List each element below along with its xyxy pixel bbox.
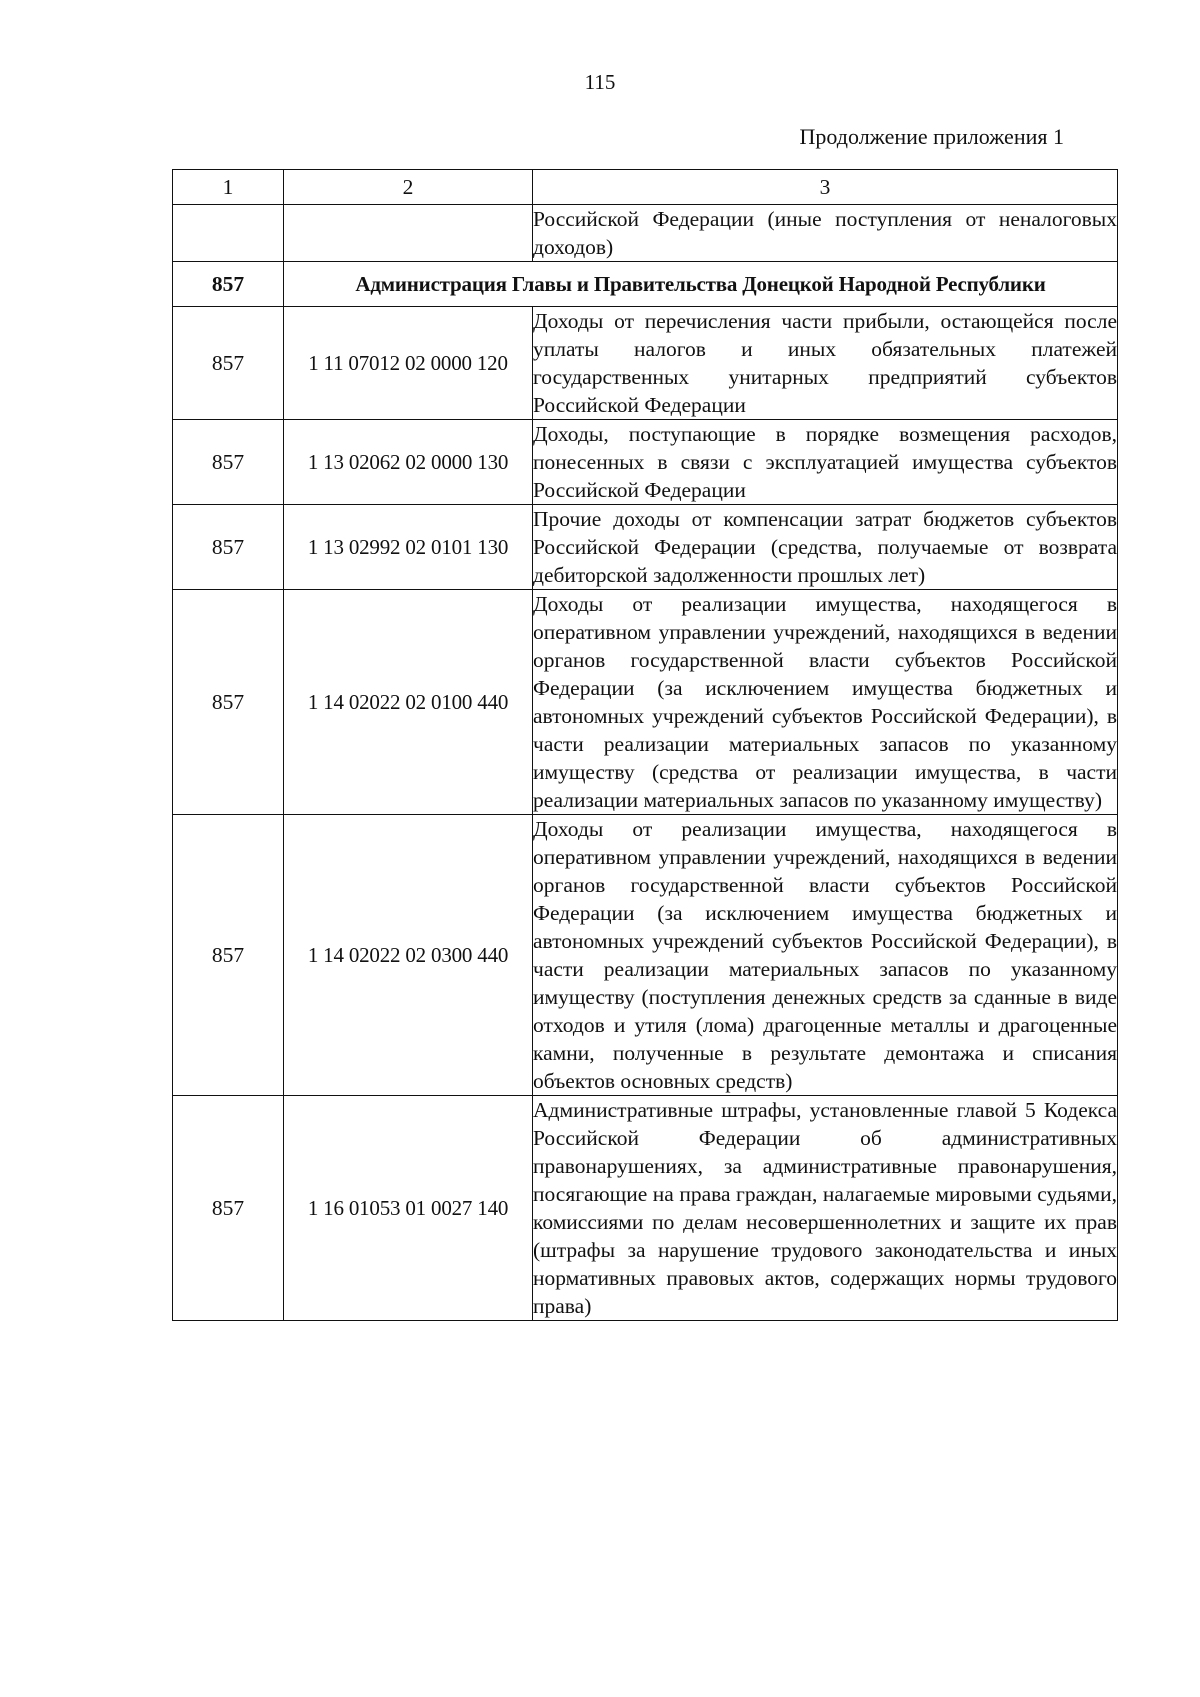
carryover-admin-cell — [173, 205, 284, 262]
carryover-description: Российской Федерации (иные поступления от неналоговых доходов) — [533, 205, 1118, 262]
description-cell: Доходы от реализации имущества, находящегося в оперативном управлении учреждений, находящихся в ведении органов государственной власти субъектов Российской Федерации (за исключением имущества бюджетных и автономных учреждений субъектов Российской Федерации), в части реализации материальных запасов по указанному имуществу (поступления денежных средств за сданные в виде отходов и утиля (лома) драгоценные металлы и драгоценные камни, полученные в результате демонтажа и списания объектов основных средств) — [533, 815, 1118, 1096]
description-cell: Прочие доходы от компенсации затрат бюджетов субъектов Российской Федерации (средства, получаемые от возврата дебиторской задолженности прошлых лет) — [533, 505, 1118, 590]
header-col-2: 2 — [284, 170, 533, 205]
table-row — [173, 590, 1118, 815]
admin-code-cell: 857 — [173, 505, 284, 590]
income-code-cell: 1 16 01053 01 0027 140 — [284, 1096, 533, 1321]
section-title: Администрация Главы и Правительства Донецкой Народной Республики — [284, 262, 1118, 307]
admin-code-cell: 857 — [173, 590, 284, 815]
description-cell: Административные штрафы, установленные главой 5 Кодекса Российской Федерации об административных правонарушениях, за административные правонарушения, посягающие на права граждан, налагаемые мировыми судьями, комиссиями по делам несовершеннолетних и защите их прав (штрафы за нарушение трудового законодательства и иных нормативных правовых актов, содержащих нормы трудового права) — [533, 1096, 1118, 1321]
page-number: 115 — [584, 70, 616, 94]
section-admin-code: 857 — [173, 262, 284, 307]
admin-code-cell: 857 — [173, 1096, 284, 1321]
income-code-cell: 1 13 02992 02 0101 130 — [284, 505, 533, 590]
admin-code-cell: 857 — [173, 420, 284, 505]
table-row — [173, 420, 1118, 505]
income-code-cell: 1 11 07012 02 0000 120 — [284, 307, 533, 420]
table-header-row — [173, 170, 1118, 205]
carryover-row — [173, 205, 1118, 262]
continuation-caption: Продолжение приложения 1 — [799, 124, 1064, 149]
admin-code-cell: 857 — [173, 307, 284, 420]
header-col-1: 1 — [173, 170, 284, 205]
table-row — [173, 505, 1118, 590]
table-row — [173, 1096, 1118, 1321]
carryover-code-cell — [284, 205, 533, 262]
description-cell: Доходы, поступающие в порядке возмещения расходов, понесенных в связи с эксплуатацией имущества субъектов Российской Федерации — [533, 420, 1118, 505]
description-cell: Доходы от перечисления части прибыли, остающейся после уплаты налогов и иных обязательных платежей государственных унитарных предприятий субъектов Российской Федерации — [533, 307, 1118, 420]
table-row — [173, 815, 1118, 1096]
section-row — [173, 262, 1118, 307]
description-cell: Доходы от реализации имущества, находящегося в оперативном управлении учреждений, находящихся в ведении органов государственной власти субъектов Российской Федерации (за исключением имущества бюджетных и автономных учреждений субъектов Российской Федерации), в части реализации материальных запасов по указанному имуществу (средства от реализации имущества, в части реализации материальных запасов по указанному имуществу) — [533, 590, 1118, 815]
income-codes-table — [172, 169, 1118, 1321]
income-code-cell: 1 14 02022 02 0100 440 — [284, 590, 533, 815]
table-row — [173, 307, 1118, 420]
header-col-3: 3 — [533, 170, 1118, 205]
admin-code-cell: 857 — [173, 815, 284, 1096]
income-code-cell: 1 14 02022 02 0300 440 — [284, 815, 533, 1096]
income-code-cell: 1 13 02062 02 0000 130 — [284, 420, 533, 505]
